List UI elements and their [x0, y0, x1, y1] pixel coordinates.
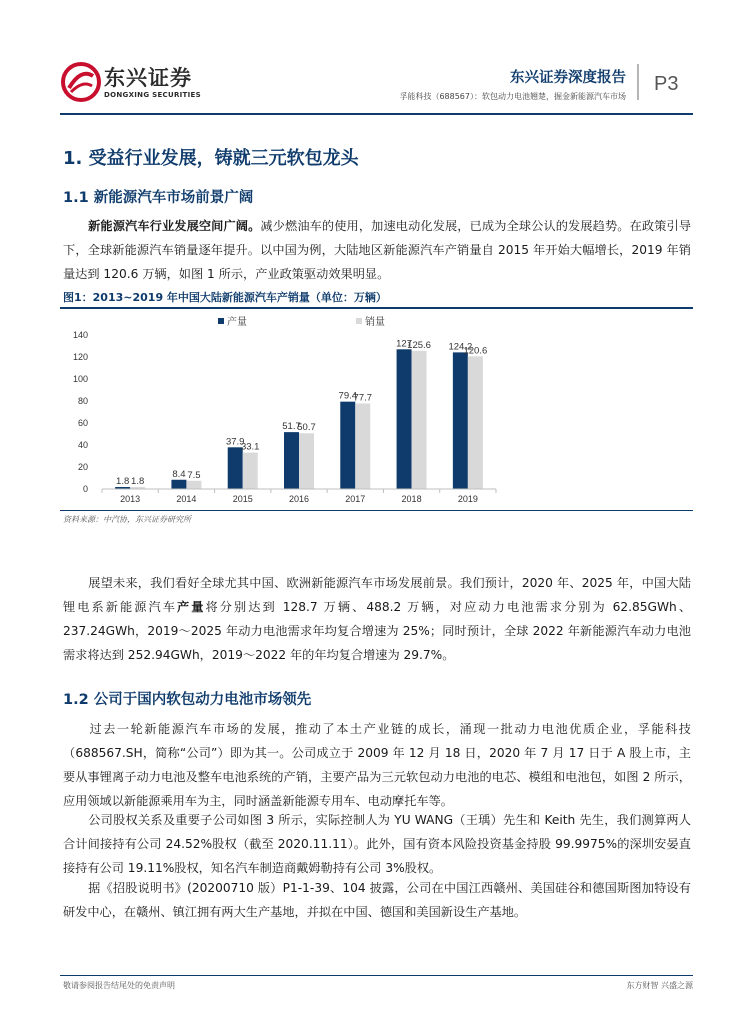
- bar-production: [284, 432, 299, 489]
- paragraph-5-text: 据《招股说明书》(20200710 版）P1-1-39、104 披露，公司在中国江西赣州、美国硅谷和德国斯图加特设有研发中心，在赣州、镇江拥有两大生产基地，并拟在中国、德国和美国新设生产基地。: [63, 881, 691, 919]
- data-label: 127: [396, 338, 413, 350]
- paragraph-1-lead: 新能源汽车行业发展空间广阔。: [88, 219, 261, 233]
- x-tick-label: 2014: [176, 494, 197, 504]
- paragraph-2: [63, 571, 691, 667]
- section-1-2-title: 1.2 公司于国内软包动力电池市场领先: [63, 692, 312, 708]
- figure-bottom-rule: [60, 510, 693, 511]
- data-label: 77.7: [353, 392, 373, 404]
- bar-sales: [186, 481, 201, 489]
- report-type: 东兴证券深度报告: [510, 70, 626, 86]
- bar-chart: [60, 309, 693, 509]
- paragraph-2-text-a: 展望未来，我们看好全球尤其中国、欧洲新能源汽车市场发展前景。我们预计，2020 年、2025 年，中国大陆锂电系新能源汽车: [63, 576, 691, 614]
- paragraph-3: [63, 717, 691, 813]
- paragraph-2-text-b: 将分别达到 128.7 万辆、488.2 万辆，对应动力电池需求分别为 62.85GWh、237.24GWh，2019～2025 年动力电池需求年均复合增速为 25%；同时预计，全球 2022 年新能源汽车动力电池需求将达到 252.94GWh，2019～2022 年的年均复合增速为 29.7%。: [63, 600, 692, 662]
- paragraph-5: [63, 876, 691, 924]
- bar-production: [397, 349, 412, 489]
- bar-sales: [355, 404, 370, 489]
- x-tick-label: 2015: [232, 494, 253, 504]
- data-label: 37.9: [225, 436, 245, 448]
- data-label: 1.8: [131, 476, 145, 488]
- bar-sales: [468, 356, 483, 489]
- footer-disclaimer: 敬请参阅报告结尾处的免责声明: [63, 981, 175, 990]
- data-label: 1.8: [116, 476, 130, 488]
- data-label: 50.7: [297, 422, 316, 434]
- y-tick-label: 0: [82, 484, 88, 494]
- y-tick-label: 80: [77, 396, 88, 406]
- x-tick-label: 2016: [288, 494, 310, 504]
- bar-production: [171, 480, 186, 489]
- x-tick-label: 2013: [120, 494, 141, 504]
- paragraph-3-text: 过去一轮新能源汽车市场的发展，推动了本土产业链的成长，涌现一批动力电池优质企业，孚能科技（688567.SH，简称“公司”）即为其一。公司成立于 2009 年 12 月 18 日，2020 年 7 月 17 日于 A 股上市，主要从事锂离子动力电池及整车电池系统的产销，主要产品为三元软包动力电池的电芯、模组和电池包，如图 2 所示，应用领域以新能源乘用车为主，同时涵盖新能源专用车、电动摩托车等。: [63, 722, 691, 808]
- footer-slogan: 东方财智 兴盛之源: [626, 981, 693, 990]
- y-tick-label: 20: [77, 462, 88, 472]
- data-label: 79.4: [338, 390, 358, 402]
- data-label: 7.5: [187, 469, 201, 481]
- section-1-title: 1. 受益行业发展，铸就三元软包龙头: [63, 148, 359, 169]
- bar-production: [228, 447, 243, 489]
- y-tick-label: 140: [72, 330, 88, 340]
- paragraph-1-text: 减少燃油车的使用，加速电动化发展，已成为全球公认的发展趋势。在政策引导下，全球新能源汽车销量逐年提升。以中国为例，大陆地区新能源汽车产销量自 2015 年开始大幅增长，2019 年销量达到 120.6 万辆，如图 1 所示，产业政策驱动效果明显。: [63, 219, 692, 281]
- y-tick-label: 40: [77, 440, 88, 450]
- logo-name-cn: 东兴证券: [104, 66, 192, 90]
- paragraph-4-text: 公司股权关系及重要子公司如图 3 所示，实际控制人为 YU WANG（王瑀）先生和 Keith 先生，我们测算两人合计间接持有公司 24.52%股权（截至 2020.11.11）。此外，国有资本风险投资基金持股 99.9975%的深圳安晏直接持有公司 19.11%股权，知名汽车制造商戴姆勒持有公司 3%股权。: [63, 813, 691, 875]
- bar-production: [340, 402, 355, 489]
- data-label: 125.6: [407, 339, 431, 351]
- page-number: P3: [654, 73, 679, 95]
- chart-bars: [115, 338, 487, 489]
- x-tick-label: 2018: [401, 494, 422, 504]
- logo-name-en: DONGXING SECURITIES: [104, 91, 201, 99]
- y-tick-label: 60: [77, 418, 88, 428]
- data-label: 51.7: [282, 421, 301, 433]
- x-axis: [102, 489, 496, 504]
- y-tick-label: 100: [72, 374, 88, 384]
- data-label: 124.2: [448, 341, 473, 353]
- y-tick-label: 120: [72, 352, 88, 362]
- legend-swatch: [356, 318, 362, 324]
- paragraph-1: [63, 214, 691, 286]
- report-subtitle: 孚能科技（688567）：软包动力电池翘楚，掘金新能源汽车市场: [399, 92, 626, 101]
- chart-legend: [218, 315, 385, 328]
- bar-production: [453, 352, 468, 489]
- x-tick-label: 2017: [345, 494, 366, 504]
- section-1-1-title: 1.1 新能源汽车市场前景广阔: [63, 190, 254, 206]
- legend-label: 销量: [365, 317, 385, 328]
- legend-swatch: [218, 318, 224, 324]
- header-divider: [637, 64, 639, 100]
- figure-1-title: 图1：2013~2019 年中国大陆新能源汽车产销量（单位：万辆）: [63, 291, 387, 304]
- figure-source: 资料来源：中汽协，东兴证券研究所: [63, 515, 191, 524]
- bar-sales: [243, 453, 258, 489]
- header-rule: [60, 113, 693, 115]
- footer-rule: [60, 975, 693, 976]
- data-label: 33.1: [240, 441, 260, 453]
- data-label: 8.4: [172, 468, 186, 480]
- data-label: 120.6: [463, 345, 488, 357]
- legend-label: 产量: [227, 317, 247, 328]
- paragraph-4: [63, 808, 691, 880]
- logo-icon: [61, 62, 101, 102]
- bar-sales: [299, 433, 314, 489]
- paragraph-2-emphasis: 产量: [177, 600, 206, 614]
- x-tick-label: 2019: [457, 494, 478, 504]
- bar-sales: [412, 351, 427, 489]
- y-axis: [73, 330, 88, 494]
